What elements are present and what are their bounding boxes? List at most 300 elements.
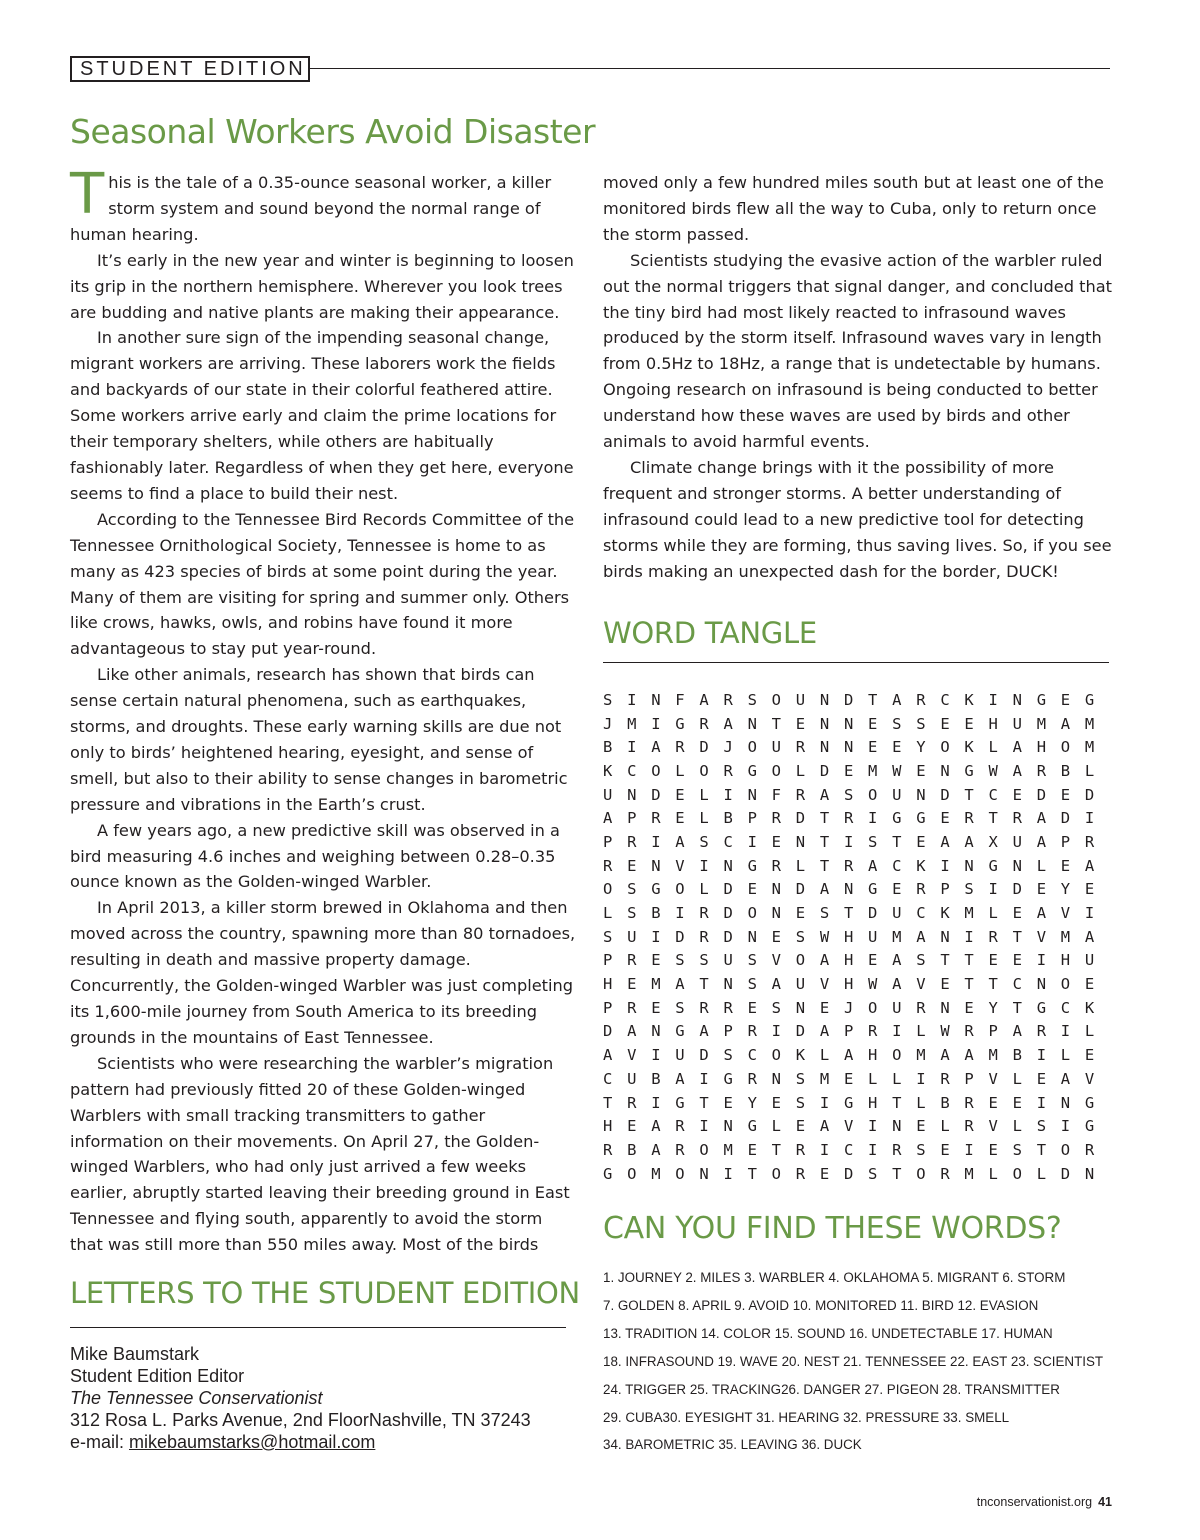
grid-letter: T bbox=[819, 809, 830, 828]
grid-letter: S bbox=[627, 880, 637, 899]
grid-letter: N bbox=[771, 904, 781, 923]
grid-letter: T bbox=[771, 1140, 781, 1159]
grid-letter: D bbox=[819, 761, 830, 780]
grid-letter: V bbox=[1084, 1069, 1095, 1088]
grid-letter: I bbox=[747, 832, 757, 851]
grid-letter: I bbox=[1036, 1046, 1047, 1065]
article-paragraph: Scientists studying the evasive action of the warbler ruled out the normal triggers that signal danger, and concluded that the tiny bird had most likely reacted to infrasound waves produced by the storm itself. Infrasound waves vary in length from 0.5Hz to 18Hz, a range that is undetectable by humans. Ongoing research on infrasound is being conducted to better understand how these waves are used by birds and other animals to avoid harmful events. bbox=[603, 250, 1113, 452]
grid-letter: R bbox=[627, 832, 637, 851]
email-link[interactable]: mikebaumstarks@hotmail.com bbox=[129, 1432, 376, 1452]
grid-letter: E bbox=[916, 1117, 926, 1136]
grid-letter: E bbox=[627, 975, 637, 994]
grid-letter: C bbox=[627, 761, 637, 780]
article-paragraph: It’s early in the new year and winter is beginning to loosen its grip in the northern hemisphere. Wherever you look trees are budding and native plants are making their appearance. bbox=[70, 250, 574, 322]
grid-letter: R bbox=[868, 1022, 878, 1041]
grid-letter: G bbox=[1084, 1117, 1095, 1136]
grid-letter: E bbox=[771, 927, 781, 946]
grid-letter: D bbox=[843, 1164, 854, 1183]
grid-letter: A bbox=[819, 785, 830, 804]
grid-letter: N bbox=[651, 856, 661, 875]
grid-letter: E bbox=[916, 832, 926, 851]
grid-letter: O bbox=[603, 880, 613, 899]
grid-letter: L bbox=[916, 1093, 926, 1112]
grid-letter: A bbox=[771, 975, 781, 994]
grid-letter: D bbox=[843, 690, 854, 709]
grid-letter: S bbox=[868, 832, 878, 851]
grid-letter: M bbox=[627, 714, 637, 733]
grid-letter: P bbox=[1060, 832, 1071, 851]
grid-letter: P bbox=[747, 809, 757, 828]
grid-letter: L bbox=[916, 1022, 926, 1041]
grid-letter: E bbox=[627, 1117, 637, 1136]
grid-letter: T bbox=[892, 1164, 902, 1183]
grid-letter: H bbox=[843, 927, 854, 946]
grid-letter: R bbox=[964, 1093, 974, 1112]
grid-letter: E bbox=[843, 761, 854, 780]
grid-letter: C bbox=[916, 904, 926, 923]
grid-letter: T bbox=[892, 832, 902, 851]
grid-letter: T bbox=[699, 1093, 709, 1112]
grid-letter: E bbox=[771, 832, 781, 851]
grid-letter: O bbox=[675, 880, 685, 899]
grid-letter: O bbox=[627, 1164, 637, 1183]
grid-letter: M bbox=[723, 1140, 733, 1159]
article-paragraph: Scientists who were researching the warbler’s migration pattern had previously fitted 20 of these Golden-winged Warblers with small tracking transmitters to gather information on their movements. On April 27, the Golden-winged Warblers, who had only just arrived a few weeks earlier, abruptly started leaving their breeding ground in East Tennessee and flying south, apparently to avoid the storm that was still more than 550 miles away. Most of the birds bbox=[70, 1053, 570, 1255]
grid-letter: I bbox=[1060, 1022, 1071, 1041]
grid-letter: D bbox=[1084, 785, 1095, 804]
grid-letter: S bbox=[699, 832, 709, 851]
grid-letter: N bbox=[651, 1022, 661, 1041]
grid-letter: H bbox=[603, 975, 613, 994]
grid-letter: N bbox=[723, 1117, 733, 1136]
grid-letter: D bbox=[1060, 809, 1071, 828]
grid-letter: H bbox=[868, 1046, 878, 1065]
editor-role: Student Edition Editor bbox=[70, 1366, 245, 1386]
grid-letter: P bbox=[603, 832, 613, 851]
grid-letter: G bbox=[988, 856, 998, 875]
grid-row bbox=[603, 783, 1109, 807]
grid-letter: P bbox=[723, 1022, 733, 1041]
grid-letter: S bbox=[771, 998, 781, 1017]
grid-letter: A bbox=[892, 690, 902, 709]
grid-letter: E bbox=[1084, 880, 1095, 899]
grid-letter: M bbox=[819, 1069, 830, 1088]
grid-letter: G bbox=[747, 761, 757, 780]
grid-letter: A bbox=[699, 690, 709, 709]
grid-letter: A bbox=[1036, 809, 1047, 828]
grid-letter: N bbox=[747, 785, 757, 804]
grid-letter: L bbox=[771, 1117, 781, 1136]
grid-letter: M bbox=[988, 1046, 998, 1065]
grid-letter: A bbox=[651, 738, 661, 757]
grid-letter: M bbox=[868, 761, 878, 780]
grid-letter: R bbox=[892, 1140, 902, 1159]
grid-letter: R bbox=[723, 761, 733, 780]
grid-letter: R bbox=[603, 856, 613, 875]
grid-letter: D bbox=[795, 809, 806, 828]
grid-letter: O bbox=[675, 1164, 685, 1183]
grid-letter: G bbox=[675, 1022, 685, 1041]
grid-letter: A bbox=[675, 832, 685, 851]
grid-letter: I bbox=[651, 832, 661, 851]
grid-row bbox=[603, 759, 1109, 783]
intro-text: his is the tale of a 0.35-ounce seasonal worker, a killer storm system and sound beyond the normal range of human hearing. bbox=[70, 173, 552, 244]
grid-row bbox=[603, 712, 1109, 736]
grid-letter: O bbox=[771, 1164, 781, 1183]
grid-letter: S bbox=[916, 951, 926, 970]
grid-row bbox=[603, 878, 1109, 902]
grid-letter: L bbox=[1036, 1164, 1047, 1183]
grid-letter: C bbox=[1012, 975, 1022, 994]
grid-letter: E bbox=[868, 738, 878, 757]
mailing-address: 312 Rosa L. Parks Avenue, 2nd FloorNashville, TN 37243 bbox=[70, 1410, 531, 1430]
grid-letter: L bbox=[988, 738, 998, 757]
article-continuation: moved only a few hundred miles south but at least one of the monitored birds flew all the way to Cuba, only to return once the storm passed. bbox=[603, 173, 1104, 244]
grid-letter: E bbox=[940, 975, 950, 994]
grid-letter: S bbox=[747, 951, 757, 970]
grid-letter: G bbox=[675, 714, 685, 733]
grid-letter: K bbox=[940, 904, 950, 923]
grid-letter: G bbox=[916, 809, 926, 828]
grid-letter: U bbox=[868, 927, 878, 946]
grid-letter: D bbox=[795, 1022, 806, 1041]
grid-letter: S bbox=[723, 1046, 733, 1065]
grid-letter: C bbox=[892, 856, 902, 875]
grid-letter: N bbox=[723, 975, 733, 994]
grid-letter: I bbox=[868, 1140, 878, 1159]
grid-letter: T bbox=[988, 975, 998, 994]
grid-letter: O bbox=[771, 690, 781, 709]
grid-letter: P bbox=[964, 1069, 974, 1088]
grid-letter: O bbox=[1060, 975, 1071, 994]
grid-letter: G bbox=[964, 761, 974, 780]
grid-letter: W bbox=[819, 927, 830, 946]
word-list-line: 18. INFRASOUND 19. WAVE 20. NEST 21. TENNESSEE 22. EAST 23. SCIENTIST bbox=[603, 1353, 1104, 1369]
grid-letter: R bbox=[699, 998, 709, 1017]
grid-row bbox=[603, 1114, 1109, 1138]
grid-letter: E bbox=[988, 951, 998, 970]
grid-row bbox=[603, 830, 1109, 854]
grid-letter: L bbox=[699, 880, 709, 899]
grid-letter: R bbox=[964, 1022, 974, 1041]
grid-letter: V bbox=[1060, 904, 1071, 923]
grid-letter: A bbox=[940, 1046, 950, 1065]
grid-letter: U bbox=[627, 927, 637, 946]
grid-letter: C bbox=[843, 1140, 854, 1159]
grid-letter: R bbox=[771, 856, 781, 875]
grid-letter: O bbox=[940, 738, 950, 757]
grid-letter: M bbox=[964, 1164, 974, 1183]
grid-letter: S bbox=[675, 998, 685, 1017]
grid-letter: C bbox=[603, 1069, 613, 1088]
grid-letter: M bbox=[651, 1164, 661, 1183]
grid-letter: N bbox=[795, 998, 806, 1017]
grid-letter: R bbox=[627, 1093, 637, 1112]
grid-letter: K bbox=[795, 1046, 806, 1065]
grid-letter: S bbox=[603, 927, 613, 946]
grid-letter: A bbox=[868, 856, 878, 875]
grid-letter: E bbox=[1012, 1093, 1022, 1112]
grid-letter: A bbox=[699, 1022, 709, 1041]
grid-letter: R bbox=[723, 998, 733, 1017]
grid-letter: T bbox=[843, 904, 854, 923]
article-paragraph: A few years ago, a new predictive skill was observed in a bird measuring 4.6 inches and weighing between 0.28–0.35 ounce known as the Golden-winged Warbler. bbox=[70, 820, 560, 892]
grid-letter: E bbox=[964, 714, 974, 733]
grid-letter: V bbox=[988, 1117, 998, 1136]
grid-row bbox=[603, 854, 1109, 878]
grid-letter: R bbox=[675, 1117, 685, 1136]
grid-letter: E bbox=[916, 761, 926, 780]
grid-letter: B bbox=[651, 1069, 661, 1088]
grid-letter: N bbox=[892, 1117, 902, 1136]
grid-letter: R bbox=[843, 809, 854, 828]
grid-letter: A bbox=[603, 809, 613, 828]
grid-letter: A bbox=[1012, 761, 1022, 780]
grid-letter: R bbox=[916, 690, 926, 709]
grid-letter: A bbox=[1060, 714, 1071, 733]
grid-letter: R bbox=[627, 951, 637, 970]
grid-letter: E bbox=[795, 904, 806, 923]
grid-letter: D bbox=[675, 927, 685, 946]
grid-letter: E bbox=[675, 785, 685, 804]
word-tangle-heading: WORD TANGLE bbox=[603, 616, 817, 650]
grid-letter: F bbox=[771, 785, 781, 804]
grid-letter: A bbox=[1036, 832, 1047, 851]
grid-letter: N bbox=[627, 785, 637, 804]
grid-letter: R bbox=[675, 738, 685, 757]
grid-letter: L bbox=[1012, 1117, 1022, 1136]
grid-letter: D bbox=[1060, 1164, 1071, 1183]
grid-letter: U bbox=[627, 1069, 637, 1088]
word-list-line: 7. GOLDEN 8. APRIL 9. AVOID 10. MONITORED 11. BIRD 12. EVASION bbox=[603, 1297, 1039, 1313]
grid-letter: L bbox=[892, 1069, 902, 1088]
grid-letter: I bbox=[819, 1140, 830, 1159]
grid-letter: I bbox=[819, 1093, 830, 1112]
grid-letter: M bbox=[892, 927, 902, 946]
grid-letter: C bbox=[723, 832, 733, 851]
grid-letter: N bbox=[819, 714, 830, 733]
email-line bbox=[70, 1431, 570, 1453]
grid-letter: N bbox=[1012, 690, 1022, 709]
grid-letter: G bbox=[843, 1093, 854, 1112]
grid-letter: O bbox=[1060, 1140, 1071, 1159]
grid-letter: E bbox=[1012, 785, 1022, 804]
grid-letter: T bbox=[819, 832, 830, 851]
publication-name: The Tennessee Conservationist bbox=[70, 1388, 323, 1408]
footer-site: tnconservationist.org bbox=[976, 1495, 1093, 1509]
grid-letter: A bbox=[964, 1046, 974, 1065]
grid-letter: J bbox=[843, 998, 854, 1017]
grid-letter: L bbox=[795, 761, 806, 780]
grid-letter: A bbox=[819, 880, 830, 899]
grid-letter: S bbox=[675, 951, 685, 970]
grid-letter: I bbox=[1036, 1093, 1047, 1112]
grid-letter: E bbox=[747, 880, 757, 899]
grid-letter: R bbox=[723, 690, 733, 709]
grid-letter: S bbox=[819, 904, 830, 923]
grid-letter: K bbox=[964, 738, 974, 757]
grid-letter: D bbox=[1012, 880, 1022, 899]
grid-letter: G bbox=[1084, 1093, 1095, 1112]
grid-letter: R bbox=[603, 1140, 613, 1159]
grid-letter: S bbox=[795, 1093, 806, 1112]
word-list-line: 13. TRADITION 14. COLOR 15. SOUND 16. UNDETECTABLE 17. HUMAN bbox=[603, 1325, 1053, 1341]
grid-letter: E bbox=[940, 714, 950, 733]
grid-letter: E bbox=[1084, 1046, 1095, 1065]
grid-letter: I bbox=[964, 1140, 974, 1159]
grid-letter: D bbox=[603, 1022, 613, 1041]
grid-letter: N bbox=[1012, 856, 1022, 875]
grid-letter: R bbox=[940, 1164, 950, 1183]
grid-letter: R bbox=[916, 998, 926, 1017]
grid-letter: C bbox=[940, 690, 950, 709]
grid-letter: G bbox=[723, 1069, 733, 1088]
grid-letter: N bbox=[1084, 1164, 1095, 1183]
grid-letter: A bbox=[627, 1022, 637, 1041]
grid-letter: G bbox=[1084, 690, 1095, 709]
grid-letter: P bbox=[627, 809, 637, 828]
grid-letter: L bbox=[988, 1164, 998, 1183]
grid-letter: O bbox=[795, 951, 806, 970]
grid-letter: R bbox=[675, 1140, 685, 1159]
grid-letter: A bbox=[1060, 1069, 1071, 1088]
grid-letter: R bbox=[699, 714, 709, 733]
grid-letter: L bbox=[988, 904, 998, 923]
grid-letter: R bbox=[916, 880, 926, 899]
grid-letter: E bbox=[843, 1069, 854, 1088]
grid-letter: G bbox=[675, 1093, 685, 1112]
grid-letter: A bbox=[723, 714, 733, 733]
grid-letter: I bbox=[627, 738, 637, 757]
grid-letter: S bbox=[916, 1140, 926, 1159]
grid-letter: U bbox=[771, 738, 781, 757]
grid-letter: E bbox=[964, 998, 974, 1017]
grid-letter: E bbox=[1060, 856, 1071, 875]
grid-letter: P bbox=[603, 951, 613, 970]
grid-letter: A bbox=[892, 975, 902, 994]
grid-letter: G bbox=[892, 809, 902, 828]
grid-letter: L bbox=[1036, 856, 1047, 875]
grid-letter: B bbox=[603, 738, 613, 757]
grid-letter: I bbox=[651, 927, 661, 946]
article-title: Seasonal Workers Avoid Disaster bbox=[70, 112, 596, 151]
grid-letter: D bbox=[723, 927, 733, 946]
grid-letter: O bbox=[868, 785, 878, 804]
grid-letter: R bbox=[1036, 761, 1047, 780]
word-list-line: 24. TRIGGER 25. TRACKING26. DANGER 27. PIGEON 28. TRANSMITTER bbox=[603, 1381, 1060, 1397]
grid-letter: R bbox=[795, 738, 806, 757]
grid-letter: I bbox=[627, 690, 637, 709]
grid-letter: V bbox=[771, 951, 781, 970]
grid-letter: S bbox=[627, 904, 637, 923]
grid-letter: I bbox=[916, 1069, 926, 1088]
grid-letter: L bbox=[819, 1046, 830, 1065]
grid-letter: H bbox=[843, 975, 854, 994]
grid-letter: K bbox=[964, 690, 974, 709]
grid-letter: E bbox=[940, 1140, 950, 1159]
grid-letter: D bbox=[795, 880, 806, 899]
grid-letter: N bbox=[1060, 1093, 1071, 1112]
grid-letter: N bbox=[916, 785, 926, 804]
grid-letter: A bbox=[892, 951, 902, 970]
grid-letter: B bbox=[1012, 1046, 1022, 1065]
grid-letter: R bbox=[795, 1140, 806, 1159]
grid-letter: T bbox=[988, 809, 998, 828]
grid-letter: A bbox=[651, 1117, 661, 1136]
grid-letter: O bbox=[771, 761, 781, 780]
grid-letter: O bbox=[916, 1164, 926, 1183]
grid-letter: I bbox=[675, 904, 685, 923]
grid-letter: O bbox=[699, 1140, 709, 1159]
grid-letter: U bbox=[795, 975, 806, 994]
grid-letter: B bbox=[627, 1140, 637, 1159]
grid-letter: L bbox=[1084, 1022, 1095, 1041]
grid-letter: E bbox=[747, 1140, 757, 1159]
grid-letter: E bbox=[627, 856, 637, 875]
grid-letter: P bbox=[843, 1022, 854, 1041]
grid-letter: S bbox=[1012, 1140, 1022, 1159]
grid-letter: W bbox=[940, 1022, 950, 1041]
grid-letter: R bbox=[795, 785, 806, 804]
grid-letter: G bbox=[1036, 690, 1047, 709]
grid-letter: D bbox=[940, 785, 950, 804]
grid-letter: O bbox=[892, 1046, 902, 1065]
grid-letter: U bbox=[675, 1046, 685, 1065]
grid-letter: R bbox=[988, 927, 998, 946]
grid-row bbox=[603, 1091, 1109, 1115]
grid-letter: L bbox=[603, 904, 613, 923]
letters-contact bbox=[70, 1343, 570, 1453]
grid-letter: V bbox=[988, 1069, 998, 1088]
grid-letter: N bbox=[747, 927, 757, 946]
grid-letter: M bbox=[1036, 714, 1047, 733]
section-label: STUDENT EDITION bbox=[70, 56, 310, 82]
grid-letter: B bbox=[1060, 761, 1071, 780]
grid-letter: U bbox=[795, 690, 806, 709]
grid-letter: O bbox=[747, 738, 757, 757]
word-list-line: 34. BAROMETRIC 35. LEAVING 36. DUCK bbox=[603, 1437, 862, 1453]
grid-letter: T bbox=[964, 975, 974, 994]
grid-letter: O bbox=[1012, 1164, 1022, 1183]
grid-letter: O bbox=[747, 904, 757, 923]
grid-letter: E bbox=[795, 1117, 806, 1136]
grid-letter: O bbox=[699, 761, 709, 780]
grid-letter: A bbox=[964, 832, 974, 851]
grid-letter: U bbox=[892, 904, 902, 923]
grid-letter: E bbox=[1036, 1069, 1047, 1088]
grid-letter: I bbox=[699, 856, 709, 875]
grid-letter: Y bbox=[1060, 880, 1071, 899]
grid-letter: H bbox=[868, 1093, 878, 1112]
grid-letter: I bbox=[843, 832, 854, 851]
word-list-line: 1. JOURNEY 2. MILES 3. WARBLER 4. OKLAHOMA 5. MIGRANT 6. STORM bbox=[603, 1270, 1066, 1285]
grid-row bbox=[603, 806, 1109, 830]
grid-letter: U bbox=[1012, 832, 1022, 851]
grid-letter: L bbox=[1084, 761, 1095, 780]
grid-letter: S bbox=[892, 714, 902, 733]
grid-row bbox=[603, 996, 1109, 1020]
grid-letter: P bbox=[603, 998, 613, 1017]
grid-letter: K bbox=[1084, 998, 1095, 1017]
grid-letter: A bbox=[916, 927, 926, 946]
grid-letter: I bbox=[651, 1046, 661, 1065]
grid-letter: E bbox=[1060, 690, 1071, 709]
page-number: 41 bbox=[1098, 1495, 1112, 1509]
article-paragraph: Like other animals, research has shown that birds can sense certain natural phenomena, such as earthquakes, storms, and droughts. These early warning skills are due not only to birds’ heightened hearing, eyesight, and sense of smell, but also to their ability to sense changes in barometric pressure and vibrations in the Earth’s crust. bbox=[70, 665, 568, 814]
grid-letter: I bbox=[771, 1022, 781, 1041]
grid-letter: R bbox=[940, 1069, 950, 1088]
grid-letter: D bbox=[699, 1046, 709, 1065]
